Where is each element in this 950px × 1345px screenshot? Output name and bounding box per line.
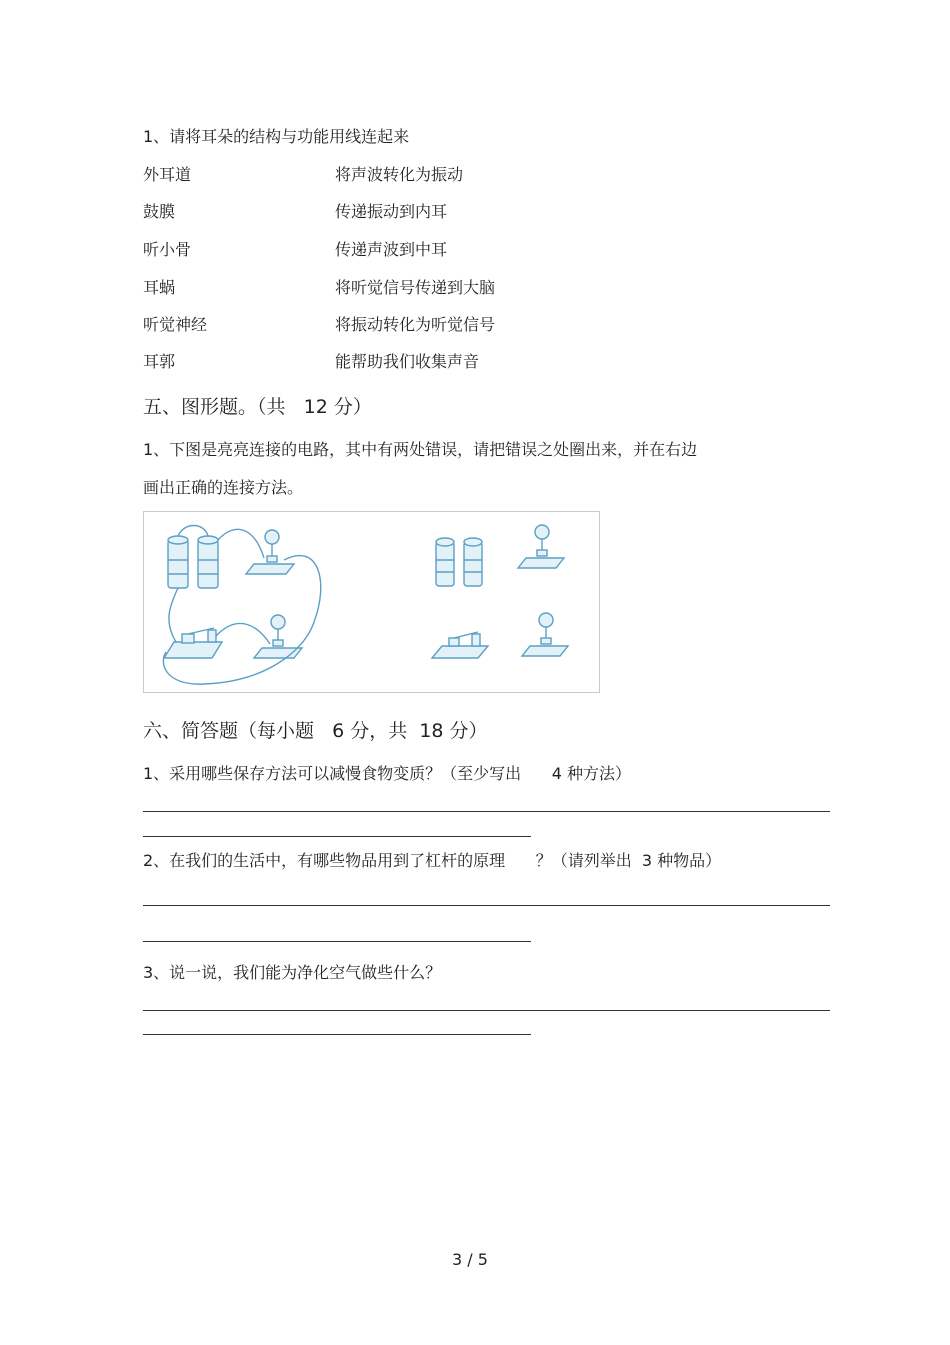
left-item: 外耳道 [143, 165, 192, 184]
battery-icon [198, 536, 218, 588]
circuit-illustration [144, 512, 601, 694]
short-answer-question-3: 3、说一说，我们能为净化空气做些什么？ [143, 963, 442, 982]
right-item: 将听觉信号传递到大脑 [335, 278, 496, 297]
right-item: 传递振动到内耳 [335, 202, 448, 221]
right-item: 能帮助我们收集声音 [335, 352, 480, 371]
battery-icon [168, 536, 188, 588]
section-five-heading: 五、图形题。（共 12 分） [143, 396, 372, 418]
answer-line[interactable] [143, 941, 531, 942]
section-six-heading: 六、简答题（每小题 6 分，共 18 分） [143, 720, 488, 742]
answer-line[interactable] [143, 811, 830, 812]
battery-icon [464, 538, 482, 586]
switch-icon [164, 628, 222, 658]
battery-icon [436, 538, 454, 586]
circuit-question-line-2: 画出正确的连接方法。 [143, 478, 304, 497]
bulb-icon [518, 525, 564, 568]
left-item: 耳郭 [143, 352, 176, 371]
bulb-icon [522, 613, 568, 656]
answer-line[interactable] [143, 836, 531, 837]
switch-icon [432, 632, 488, 658]
left-item: 听觉神经 [143, 315, 208, 334]
page-number: 3 / 5 [452, 1250, 488, 1269]
answer-line[interactable] [143, 1034, 531, 1035]
answer-line[interactable] [143, 905, 830, 906]
left-item: 鼓膜 [143, 202, 176, 221]
right-item: 将振动转化为听觉信号 [335, 315, 496, 334]
short-answer-question-2: 2、在我们的生活中，有哪些物品用到了杠杆的原理 ？（请列举出 3 种物品） [143, 851, 722, 870]
short-answer-question-1: 1、采用哪些保存方法可以减慢食物变质？（至少写出 4 种方法） [143, 764, 631, 783]
circuit-figure [143, 511, 600, 693]
right-item: 将声波转化为振动 [335, 165, 464, 184]
left-item: 耳蜗 [143, 278, 176, 297]
matching-question-title: 1、请将耳朵的结构与功能用线连起来 [143, 127, 410, 146]
left-item: 听小骨 [143, 240, 192, 259]
right-item: 传递声波到中耳 [335, 240, 448, 259]
answer-line[interactable] [143, 1010, 830, 1011]
circuit-question-line-1: 1、下图是亮亮连接的电路，其中有两处错误，请把错误之处圈出来，并在右边 [143, 440, 698, 459]
